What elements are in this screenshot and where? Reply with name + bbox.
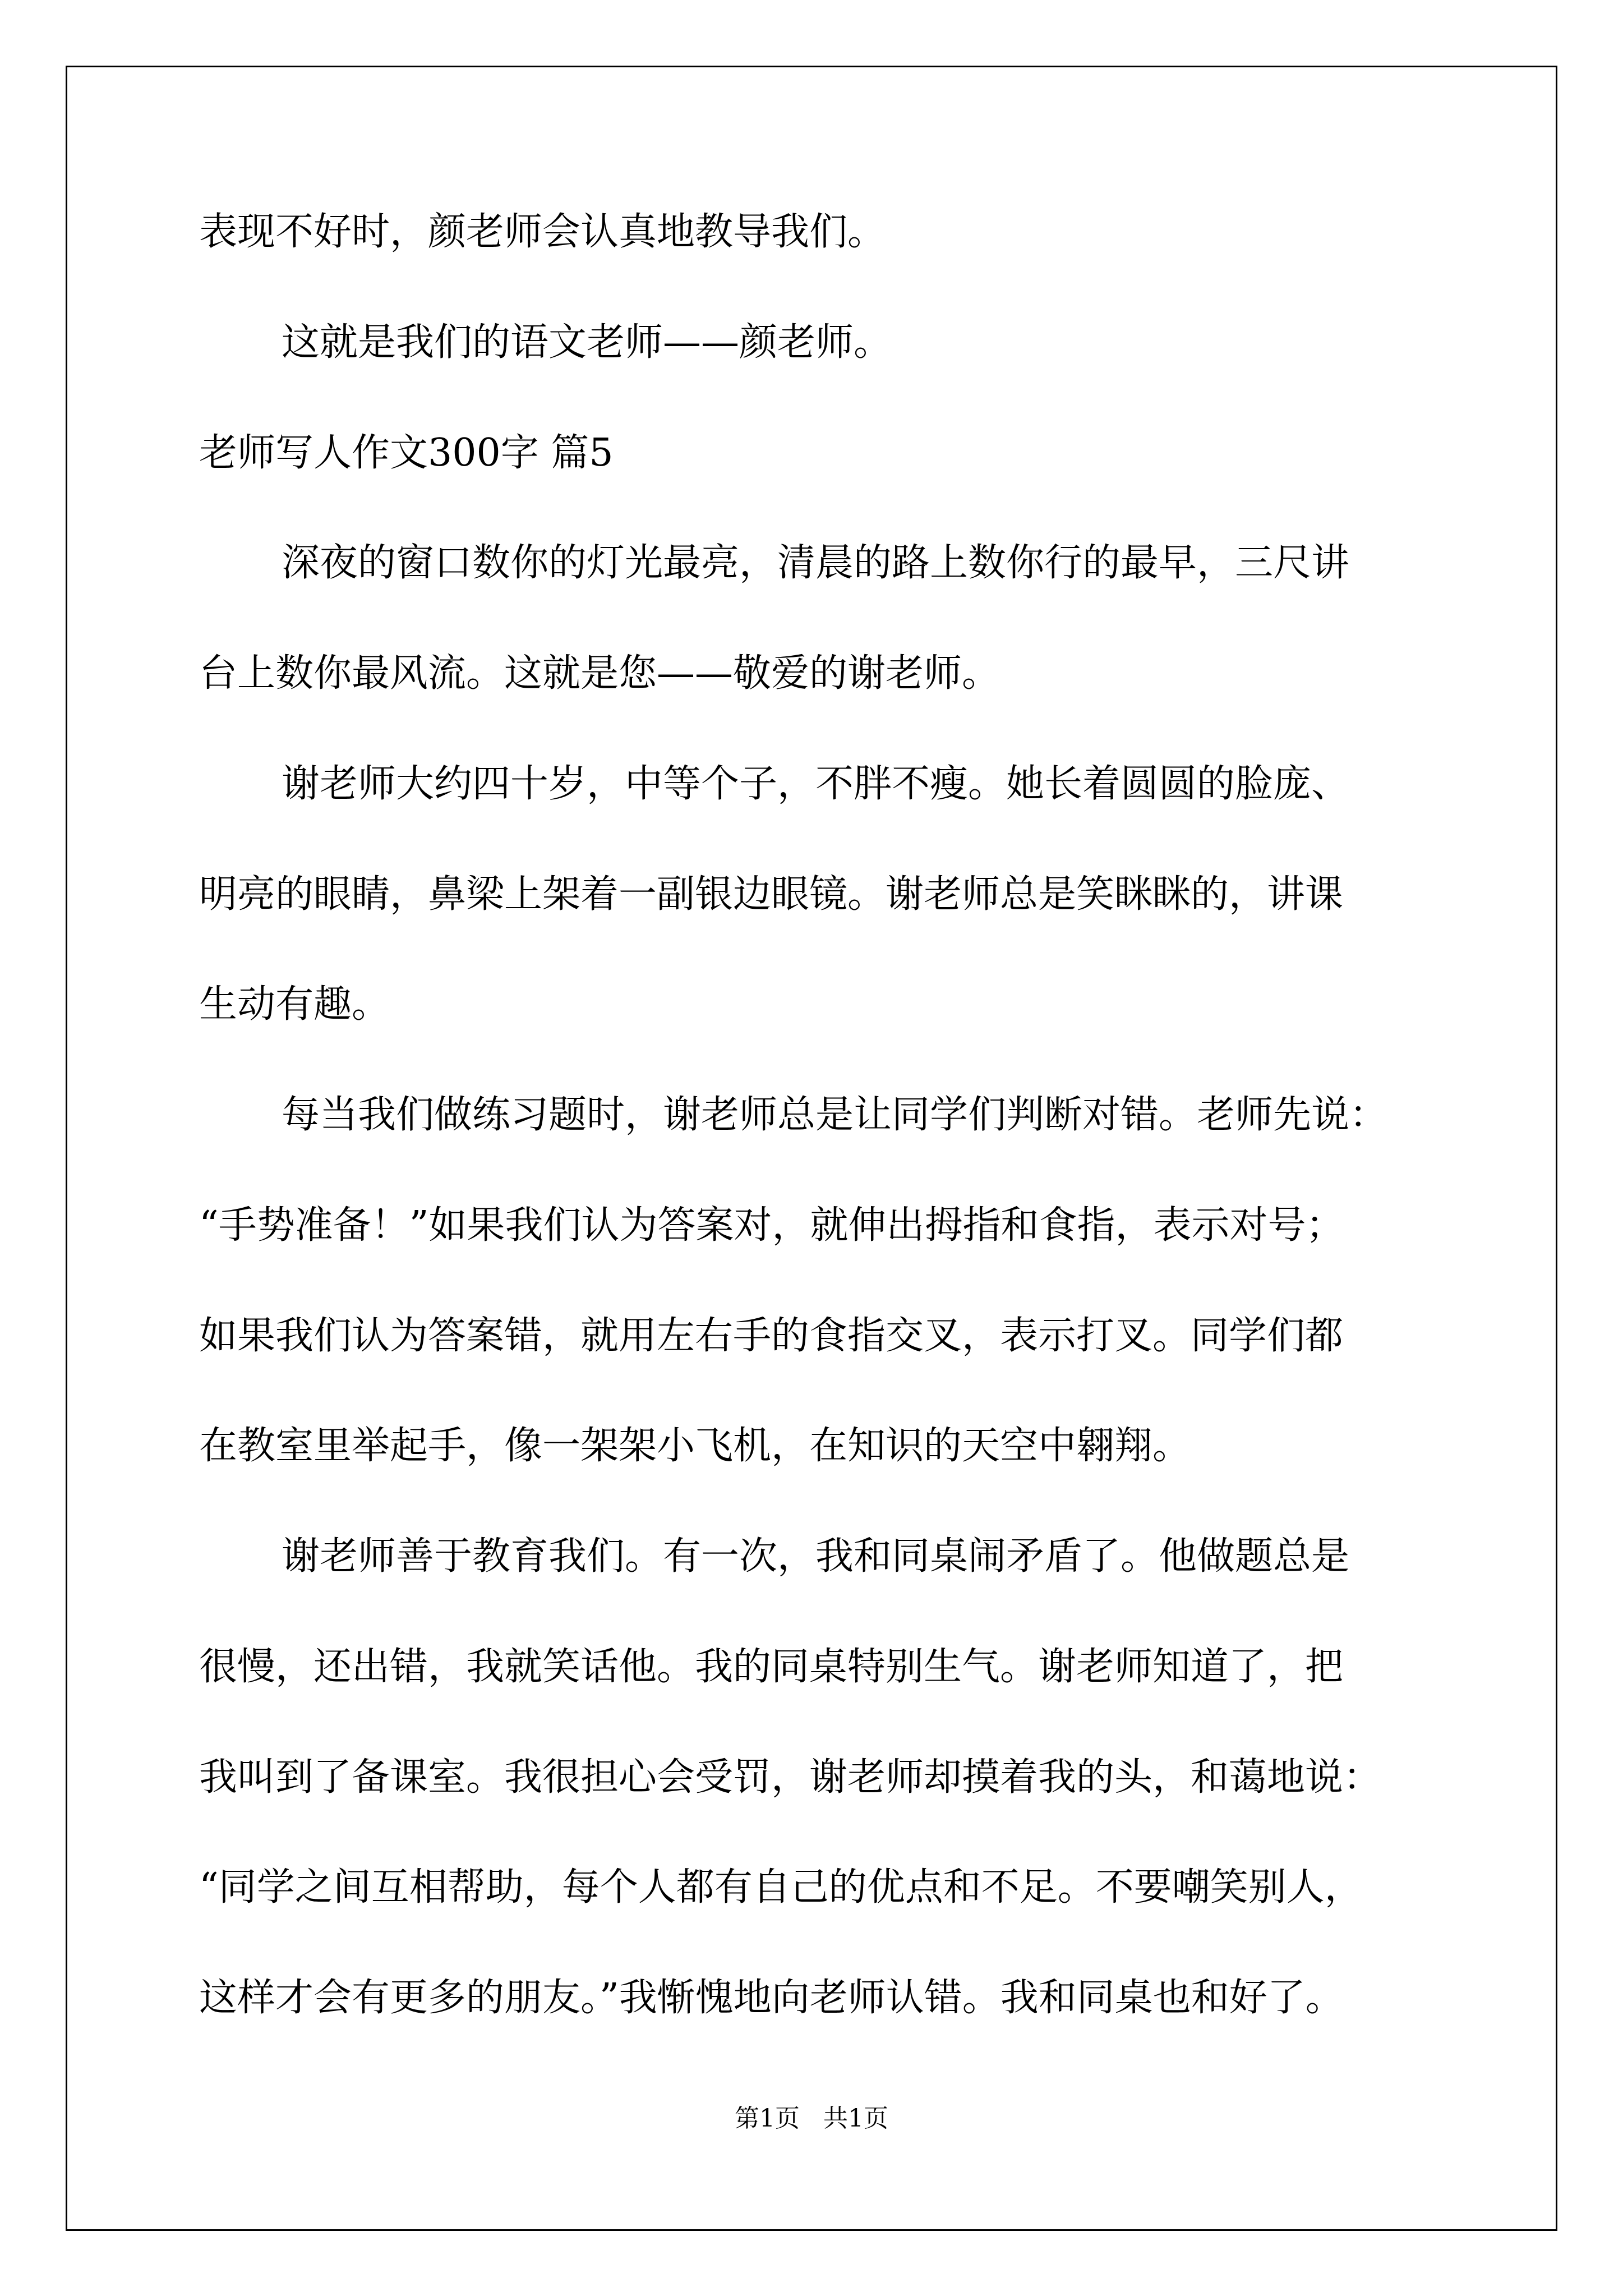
text-line-5: 台上数你最风流。这就是您——敬爱的谢老师。 [199,651,1000,696]
text-line-8: 生动有趣。 [199,982,390,1027]
section-heading: 老师写人作文300字 篇5 [199,431,614,475]
text-line-13: 谢老师善于教育我们。有一次，我和同桌闹矛盾了。他做题总是 [282,1534,1350,1579]
text-line-10: “手势准备！”如果我们认为答案对，就伸出拇指和食指，表示对号； [199,1203,1344,1248]
text-line-4: 深夜的窗口数你的灯光最亮，清晨的路上数你行的最早，三尺讲 [282,541,1350,585]
text-line-7: 明亮的眼睛，鼻梁上架着一副银边眼镜。谢老师总是笑眯眯的，讲课 [199,872,1344,917]
text-line-11: 如果我们认为答案错，就用左右手的食指交叉，表示打叉。同学们都 [199,1314,1344,1358]
page-number-footer: 第1页 共1页 [735,2104,888,2133]
text-line-1: 表现不好时，颜老师会认真地教导我们。 [199,210,886,254]
text-line-17: 这样才会有更多的朋友。”我惭愧地向老师认错。我和同桌也和好了。 [199,1976,1344,2020]
text-line-12: 在教室里举起手，像一架架小飞机，在知识的天空中翱翔。 [199,1424,1191,1468]
text-line-16: “同学之间互相帮助，每个人都有自己的优点和不足。不要嘲笑别人， [199,1865,1363,1910]
text-line-14: 很慢，还出错，我就笑话他。我的同桌特别生气。谢老师知道了，把 [199,1645,1344,1689]
text-line-9: 每当我们做练习题时，谢老师总是让同学们判断对错。老师先说： [282,1093,1388,1137]
text-line-15: 我叫到了备课室。我很担心会受罚，谢老师却摸着我的头，和蔼地说： [199,1755,1382,1800]
text-line-6: 谢老师大约四十岁，中等个子，不胖不瘦。她长着圆圆的脸庞、 [282,762,1350,806]
text-line-2: 这就是我们的语文老师——颜老师。 [282,320,892,365]
